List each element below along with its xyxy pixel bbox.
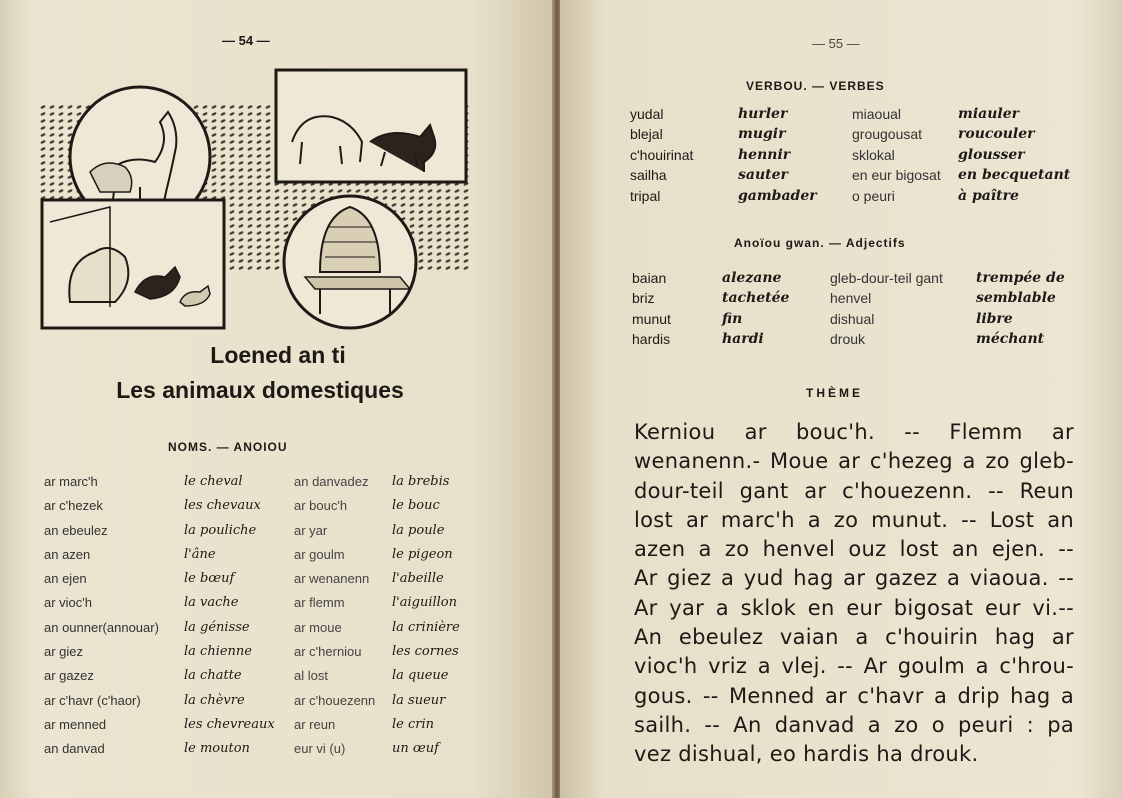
french-translation: sauter [738,167,788,184]
verb-row [630,188,1090,208]
french-translation: en becquetant [958,167,1071,184]
page-number-right: — 55 — [812,36,860,51]
breton-term: an azen [44,546,91,562]
french-translation: fin [722,310,743,327]
french-translation: la chienne [184,644,252,660]
french-translation: glousser [958,146,1025,163]
page-title-breton: Loened an ti [210,342,346,368]
breton-term: munut [632,310,671,327]
noun-row [44,571,484,595]
verbs-heading: VERBOU. — VERBES [746,79,885,93]
french-translation: l'abeille [392,571,444,587]
left-page [0,0,556,798]
theme-line: dour-teil gant ar c'houezenn. -- Reun [634,478,1074,503]
adjective-row [632,311,1092,331]
breton-term: ar wenanenn [294,571,370,587]
theme-line: gous. -- Menned ar c'havr a drip hag a [634,683,1074,708]
theme-heading: THÈME [806,386,863,400]
breton-term: sklokal [852,146,895,163]
noun-row [44,644,484,668]
french-translation: hurler [738,106,788,122]
adjectives-vocabulary-table [632,270,1092,352]
breton-term: ar c'hezek [44,498,103,514]
theme-line: azen a zo henvel ouz lost an ejen. -- [634,537,1074,562]
breton-term: an danvad [44,741,105,757]
breton-term: gleb-dour-teil gant [830,270,943,286]
french-translation: alezane [722,270,782,286]
theme-line: Ar giez a yud hag ar gazez a viaoua. -- [634,566,1074,591]
french-translation: libre [976,310,1013,327]
noun-row [44,741,484,765]
french-translation: la queue [392,668,449,684]
french-translation: la crinière [392,619,460,635]
noun-row [44,668,484,692]
adjective-row [632,290,1092,310]
page-title-french: Les animaux domestiques [116,377,404,403]
farm-animals-illustration [40,62,470,330]
noun-row [44,474,484,498]
french-translation: la brebis [392,474,450,489]
adjective-row [632,331,1092,351]
theme-line: Kerniou ar bouc'h. -- Flemm ar [634,420,1074,444]
french-translation: le bouc [392,498,440,514]
french-translation: le mouton [184,741,250,757]
french-translation: la vache [184,595,239,611]
french-translation: roucouler [958,126,1035,143]
french-translation: les cornes [392,644,459,660]
french-translation: la pouliche [184,522,257,538]
theme-line: An ebeulez vaian a c'houirin hag ar [634,625,1074,650]
french-translation: hennir [738,146,791,163]
french-translation: le bœuf [184,571,235,587]
breton-term: briz [632,290,655,307]
breton-term: yudal [630,106,664,122]
breton-term: an ebeulez [44,522,108,538]
adjective-row [632,270,1092,290]
breton-term: ar c'houezenn [294,692,376,708]
breton-term: ar bouc'h [294,498,348,514]
breton-term: eur vi (u) [294,741,346,757]
french-translation: le cheval [184,474,243,489]
breton-term: ar marc'h [44,474,98,489]
noun-row [44,595,484,619]
noun-row [44,498,484,522]
breton-term: ar c'havr (c'haor) [44,692,141,708]
french-translation: la chèvre [184,692,245,708]
french-translation: le pigeon [392,546,453,562]
breton-term: sailha [630,167,667,184]
verb-row [630,167,1090,187]
theme-line: Ar yar a sklok en eur bigosat eur vi.-- [634,595,1074,620]
noun-row [44,717,484,741]
breton-term: en eur bigosat [852,167,941,184]
breton-term: ar gazez [44,668,94,684]
verb-row [630,106,1090,126]
noun-row [44,547,484,571]
french-translation: trempée de [976,270,1065,286]
adjectives-heading: Anoïou gwan. — Adjectifs [734,236,906,250]
poultry-vignette [42,200,224,328]
breton-term: an ounner(annouar) [44,619,159,635]
french-translation: hardi [722,331,764,348]
nouns-heading: NOMS. — ANOIOU [168,440,288,454]
breton-term: o peuri [852,187,895,204]
right-page [560,0,1122,798]
breton-term: blejal [630,126,663,143]
theme-line: lost ar marc'h a zo munut. -- Lost an [634,507,1074,532]
breton-term: al lost [294,668,328,684]
breton-term: ar reun [294,716,336,732]
page-number-left: — 54 — [222,33,270,48]
french-translation: la génisse [184,619,250,635]
noun-row [44,620,484,644]
breton-term: miaoual [852,106,902,122]
french-translation: gambader [738,187,817,204]
breton-term: hardis [632,331,671,348]
breton-term: ar flemm [294,595,345,611]
verbs-vocabulary-table [630,106,1090,208]
french-translation: miauler [958,106,1019,122]
noun-row [44,693,484,717]
theme-line: sailh. -- An danvad a zo o peuri : pa [634,712,1074,737]
theme-line: wenanenn.- Moue ar c'hezeg a zo gleb- [634,449,1074,474]
breton-term: ar yar [294,522,328,538]
breton-term: an danvadez [294,474,369,489]
breton-term: ar c'herniou [294,644,362,660]
french-translation: tachetée [722,290,790,307]
breton-term: ar moue [294,619,342,635]
french-translation: un œuf [392,741,439,757]
theme-line: vioc'h vriz a vlej. -- Ar goulm a c'hrou- [634,654,1074,679]
theme-line: vez dishual, eo hardis ha drouk. [634,742,979,767]
breton-term: ar vioc'h [44,595,93,611]
breton-term: grougousat [852,126,923,143]
french-translation: les chevaux [184,498,261,514]
french-translation: la poule [392,522,445,538]
breton-term: dishual [830,310,875,327]
french-translation: l'aiguillon [392,595,458,611]
french-translation: les chevreaux [184,716,275,732]
breton-term: ar goulm [294,546,345,562]
french-translation: la sueur [392,692,446,708]
breton-term: drouk [830,331,866,348]
french-translation: le crin [392,716,435,732]
breton-term: ar giez [44,644,84,660]
verb-row [630,126,1090,146]
breton-term: henvel [830,290,872,307]
french-translation: la chatte [184,668,242,684]
theme-exercise-text [634,418,1074,770]
breton-term: ar menned [44,716,107,732]
breton-term: baian [632,270,667,286]
french-translation: méchant [976,331,1045,348]
breton-term: tripal [630,187,661,204]
nouns-vocabulary-table [44,474,484,766]
breton-term: an ejen [44,571,87,587]
french-translation: à paître [958,187,1019,204]
verb-row [630,147,1090,167]
noun-row [44,523,484,547]
dog-cat-vignette [276,70,466,182]
breton-term: c'houirinat [630,146,694,163]
french-translation: semblable [976,290,1056,307]
french-translation: l'âne [184,546,216,562]
french-translation: mugir [738,126,786,143]
